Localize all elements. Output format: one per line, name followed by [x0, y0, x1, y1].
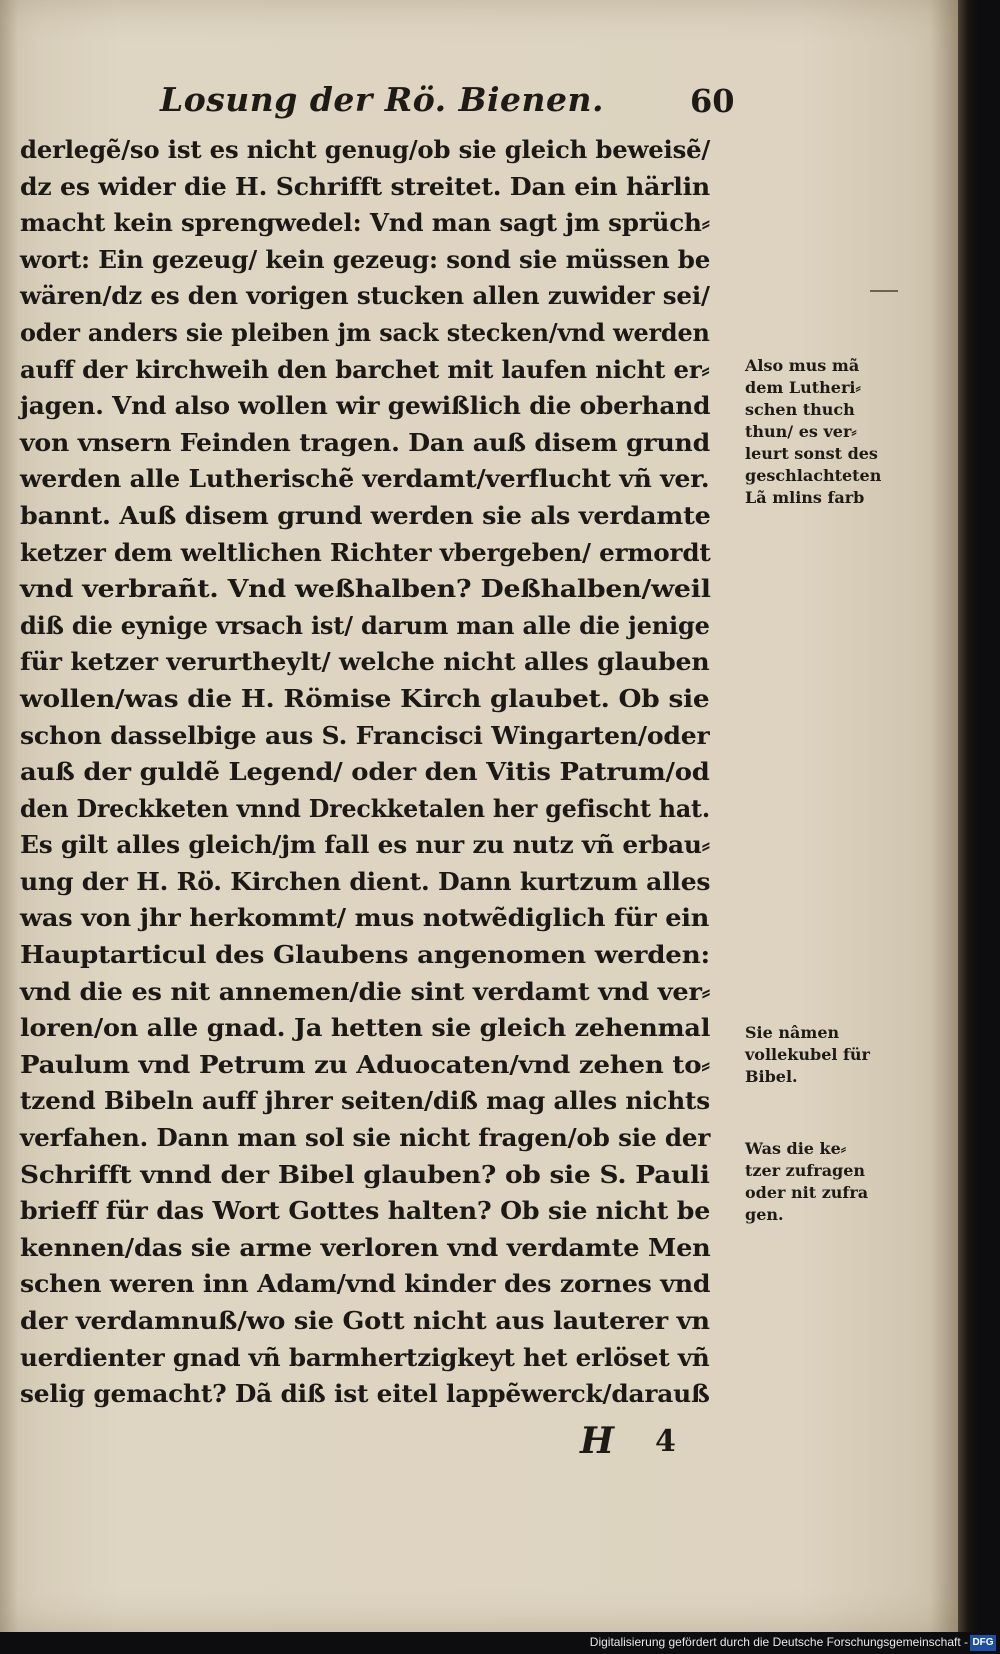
- text-line: der verdamnuß/wo sie Gott nicht aus lauterer vn: [20, 1306, 710, 1335]
- text-line: auß der guldẽ Legend/ oder den Vitis Patrum/od: [20, 757, 710, 787]
- text-line: vnd verbrañt. Vnd weßhalben? Deßhalben/weil: [20, 574, 711, 604]
- text-line: was von jhr herkommt/ mus notwẽdiglich für ein: [20, 903, 710, 933]
- marginal-note-3: [745, 1138, 895, 1226]
- text-line: schen weren inn Adam/vnd kinder des zornes vnd: [20, 1269, 711, 1299]
- page-edge-shadow: [958, 0, 1000, 1632]
- marginal-line: Also mus mã: [745, 356, 860, 375]
- signature-mark: H: [580, 1420, 615, 1462]
- text-line: brieff für das Wort Gottes halten? Ob sie nicht be: [20, 1196, 711, 1226]
- text-line: Hauptarticul des Glaubens angenomen werden:: [20, 940, 710, 970]
- marginal-note-1: [745, 355, 895, 509]
- text-line: dz es wider die H. Schrifft streitet. Dan ein härlin: [20, 171, 711, 201]
- text-line: ketzer dem weltlichen Richter vbergeben/ ermordt: [20, 537, 711, 567]
- text-line: vnd die es nit annemen/die sint verdamt vnd ver⸗: [20, 976, 711, 1006]
- text-line: macht kein sprengwedel: Vnd man sagt jm sprüch⸗: [20, 208, 710, 238]
- text-line: den Dreckketen vnnd Dreckketalen her gefischt hat.: [20, 793, 710, 823]
- text-line: für ketzer verurtheylt/ welche nicht alles glauben: [20, 647, 710, 677]
- text-line: Es gilt alles gleich/jm fall es nur zu nutz vñ erbau⸗: [20, 830, 710, 860]
- marginal-line: Bibel.: [745, 1067, 798, 1086]
- text-line: auff der kirchweih den barchet mit laufen nicht er⸗: [20, 354, 710, 384]
- text-line: tzend Bibeln auff jhrer seiten/diß mag alles nichts: [20, 1086, 710, 1116]
- text-line: von vnsern Feinden tragen. Dan auß disem grund: [20, 427, 711, 457]
- marginal-line: Was die ke⸗: [745, 1139, 847, 1158]
- text-line: Paulum vnd Petrum zu Aduocaten/vnd zehen to⸗: [20, 1049, 710, 1079]
- dfg-logo: DFG: [970, 1635, 996, 1651]
- marginal-line: tzer zufragen: [745, 1161, 866, 1180]
- text-line: wollen/was die H. Römise Kirch glaubet. Ob sie: [20, 683, 710, 713]
- marginal-line: vollekubel für: [745, 1045, 870, 1064]
- folio-number: 60: [690, 82, 735, 120]
- text-line: ung der H. Rö. Kirchen dient. Dann kurtzum alles: [20, 866, 711, 896]
- marginal-line: Lã mlins farb: [745, 488, 865, 507]
- marginal-line: geschlachteten: [745, 466, 882, 485]
- body-text: [20, 132, 740, 1413]
- running-title: Losung der Rö. Bienen.: [160, 80, 605, 119]
- footer-credit: Digitalisierung gefördert durch die Deutsche Forschungsgemeinschaft -: [589, 1635, 968, 1649]
- marginal-line: dem Lutheri⸗: [745, 378, 861, 397]
- marginal-line: leurt sonst des: [745, 444, 878, 463]
- text-line: derlegẽ/so ist es nicht genug/ob sie gleich beweisẽ/: [20, 135, 711, 164]
- marginal-note-2: [745, 1022, 895, 1088]
- text-line: werden alle Lutherischẽ verdamt/verflucht vñ ver.: [20, 464, 710, 494]
- signature-number: 4: [655, 1424, 676, 1459]
- text-line: oder anders sie pleiben jm sack stecken/vnd werden: [20, 317, 710, 347]
- text-line: diß die eynige vrsach ist/ darum man alle die jenige: [20, 610, 710, 640]
- marginal-line: oder nit zufra: [745, 1183, 869, 1202]
- marginal-line: thun/ es ver⸗: [745, 422, 857, 441]
- margin-dash: [870, 290, 898, 292]
- text-line: bannt. Auß disem grund werden sie als verdamte: [20, 500, 711, 530]
- text-line: loren/on alle gnad. Ja hetten sie gleich zehenmal: [20, 1013, 711, 1043]
- text-line: wort: Ein gezeug/ kein gezeug: sond sie müssen be: [20, 244, 711, 274]
- text-line: uerdienter gnad vñ barmhertzigkeyt het erlöset vñ: [20, 1342, 710, 1372]
- text-line: verfahen. Dann man sol sie nicht fragen/ob sie der: [20, 1123, 711, 1153]
- marginal-line: gen.: [745, 1205, 784, 1224]
- marginal-line: Sie nâmen: [745, 1023, 840, 1042]
- text-line: selig gemacht? Dã diß ist eitel lappẽwerck/darauß: [20, 1379, 710, 1409]
- text-line: schon dasselbige aus S. Francisci Wingarten/oder: [20, 720, 710, 750]
- text-line: kennen/das sie arme verloren vnd verdamte Men: [20, 1232, 711, 1262]
- text-line: Schrifft vnnd der Bibel glauben? ob sie S. Pauli: [20, 1159, 710, 1189]
- text-line: jagen. Vnd also wollen wir gewißlich die oberhand: [20, 391, 711, 421]
- text-line: wären/dz es den vorigen stucken allen zuwider sei/: [20, 281, 710, 311]
- marginal-line: schen thuch: [745, 400, 855, 419]
